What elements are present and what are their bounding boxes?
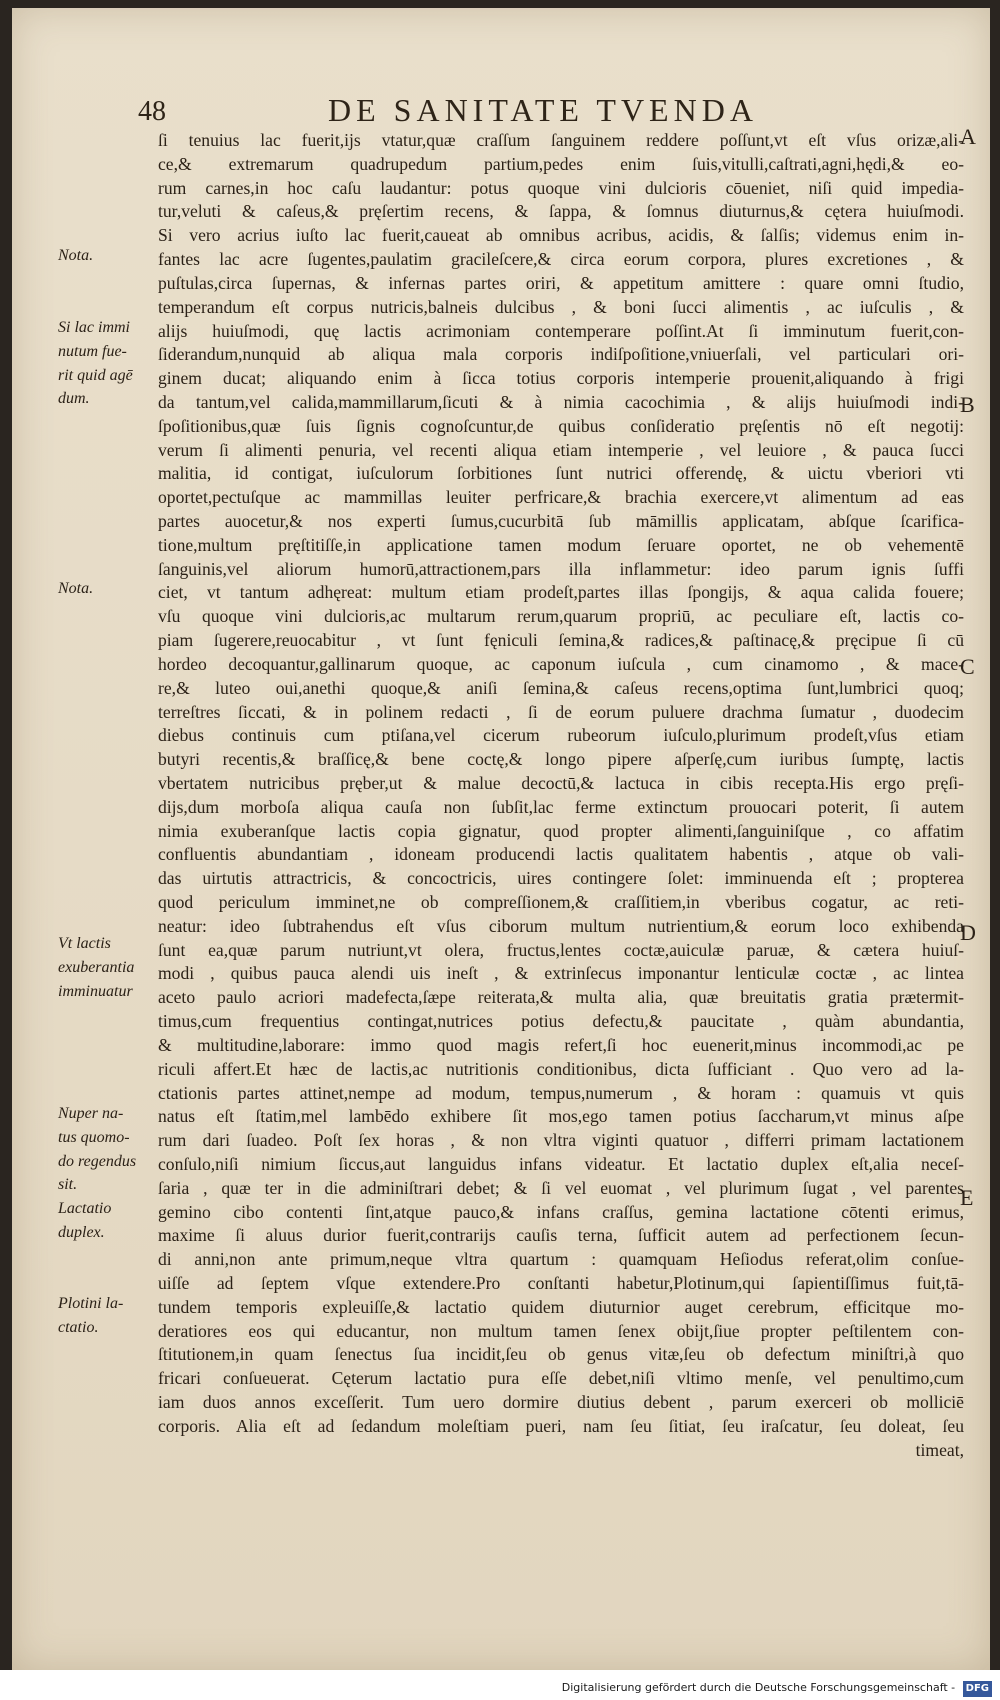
text-line: tione,multum pręſtitiſſe,in applicatione tamen modum ſeruare oportet, ne ob vehementē [158, 534, 964, 555]
text-line: oportet,pectuſque ac mammillas leuiter perfricare,& brachia exercere,vt alimentum ad eas [158, 487, 964, 508]
text-line: & multitudine,laborare: immo quod magis refert,ſi hoc euenerit,minus incommodi,ac pe [158, 1034, 964, 1055]
text-line: puſtulas,circa ſupernas, & infernas partes oriri, & appetitum amittere : quare omni ſtudio, [158, 272, 964, 293]
digitization-credit [556, 1680, 992, 1696]
text-line: hordeo decoquantur,gallinarum quoque, ac caponum iuſcula , cum cinamomo , & mace- [158, 653, 964, 674]
text-line: ſanguinis,vel aliorum humorū,attractionem,pars illa inflammetur: ideo parum ignis ſuffi [158, 558, 964, 579]
text-line: piam ſugerere,reuocabitur , vt ſunt fęniculi ſemina,& radices,& paſtinacę,& pręcipue ſi cū [158, 630, 964, 651]
text-line: da tantum,vel calida,mammillarum,ſicuti & à nimia cacochimia , & alijs huiuſmodi indi- [158, 391, 964, 412]
marginal-note-line: ctatio. [58, 1318, 99, 1336]
text-line: confluentis abundantiam , idoneam producendi lactis qualitatem habentis , atque ob vali- [158, 844, 964, 865]
marginal-note-lactatio-duplex [58, 1197, 156, 1245]
marginal-note-line: exuberantia [58, 958, 135, 976]
text-line: Si vero acrius iuſto lac fuerit,caueat ab omnibus acribus, acidis, & ſalſis; videmus enim in- [158, 225, 964, 246]
text-line: ginem ducat; aliquando enim à ſicca totius corporis intemperie prouenit,aliquando à frigi [158, 368, 964, 389]
text-line: re,& luteo oui,anethi quoque,& aniſi ſemina,& caſeus recens,optima ſunt,lumbrici quoq; [158, 677, 964, 698]
text-line: timus,cum frequentius contingat,nutrices potius defectu,& paucitate , quàm abundantia, [158, 1011, 964, 1032]
text-line: conſulo,niſi nimium ſiccus,aut languidus infans videatur. Et lactatio duplex eſt,alia neceſ- [158, 1153, 964, 1174]
text-line: uiſſe ad ſeptem vſque extendere.Pro conſtanti habetur,Plotinum,qui ſapientiſſimus fuit,tā- [158, 1273, 964, 1293]
text-line: ctationis partes attinet,nempe ad modum, tempus,numerum , & horam : quamuis vt quis [158, 1082, 964, 1103]
text-line: neatur: ideo ſubtrahendus eſt vſus ciborum multum nutrientium,& eorum loco exhibenda [158, 915, 964, 936]
running-title: DE SANITATE TVENDA [328, 92, 758, 128]
text-line: fantes lac acre ſugentes,paulatim gracileſcere,& circa eorum corpora, plures excretiones , & [158, 249, 964, 270]
page-number: 48 [138, 96, 166, 127]
text-line: modi , quibus pauca alendi uis ineſt , & extrinſecus imponantur lenticulæ coctæ , ac lintea [158, 963, 964, 984]
marginal-note-line: Plotini la- [58, 1295, 124, 1312]
body-text [158, 129, 964, 1463]
catchword: timeat, [915, 1439, 964, 1460]
text-line: partes auocetur,& nos experti ſumus,cucurbitā ſub māmillis applicatam, abſque ſcarifica- [158, 511, 964, 531]
text-line: fricari conſueuerat. Cęterum lactatio pura eſſe debet,niſi vltimo menſe, vel penultimo,cum [158, 1368, 964, 1389]
text-line: corporis. Alia eſt ad ſedandum moleſtiam pueri, nam ſeu ſitiat, ſeu iraſcatur, ſeu doleat, ſeu [158, 1415, 964, 1436]
text-line: butyri recentis,& braſſicę,& bene coctę,& longo pipere aſperſę,cum iuribus ſumptę, lactis [158, 749, 964, 770]
marginal-note-line: Nuper na- [58, 1105, 124, 1122]
marginal-note-line: Lactatio [58, 1200, 112, 1217]
marginal-note-plotini-lactatio [58, 1292, 156, 1340]
marginal-note-nota-1 [58, 244, 156, 268]
text-line: riculi affert.Et hæc de lactis,ac nutritionis conditionibus, dicta ſufficiant . Quo vero ad la- [158, 1058, 964, 1079]
text-line: di anni,non ante primum,neque vltra quartum : quamquam Heſiodus referat,olim conſue- [158, 1249, 964, 1270]
text-line: ſunt ea,quæ parum nutriunt,vt olera, fructus,lentes coctæ,auiculæ paruæ, & cætera huiuſ- [158, 939, 964, 960]
marginal-note-line: Si lac immi [58, 319, 130, 336]
section-letter-a: A [960, 124, 976, 149]
text-line: gemino cibo contenti ſint,atque pauco,& infans craſſus, gemina lactatione cōtenti erimus, [158, 1201, 964, 1222]
text-line: quod periculum imminet,ne ob compreſſionem,& craſſitiem,in vberibus cogatur, ac reti- [158, 892, 964, 912]
text-line: diebus continuis cum ptiſana,vel cicerum rubeorum iuſculo,plurimum prodeſt,vſus etiam [158, 725, 964, 746]
text-line: verum ſi alimenti penuria, vel recenti aliqua etiam intemperie , vel leuiore , & pauca ſucci [158, 439, 964, 460]
text-line: natus eſt ſtatim,mel lambēdo exhibere ſit mos,ego tamen potius ſaccharum,vt minus aſpe [158, 1106, 964, 1127]
marginal-note-line: imminuatur [58, 982, 133, 1000]
text-line: vſu quoque vini dulcioris,ac multarum rerum,quarum propriū, ac peculiare eſt, lactis co- [158, 606, 964, 627]
text-line: maxime ſi aluus durior fuerit,contrarijs cauſis terna, ſufficit autem ad perfectionem ſecun- [158, 1225, 964, 1246]
marginal-note-line: Vt lactis [58, 935, 111, 952]
text-line: vbertatem nutricibus pręber,ut & malue decoctū,& lactuca in cibis recepta.His ergo pręſi- [158, 772, 964, 793]
text-line: das uirtutis attractricis, & concoctricis, uires contingere ſolet: imminuenda eſt ; propterea [158, 868, 964, 889]
text-line: tundem temporis expleuiſſe,& lactatio quidem diuturnior auget cerebrum, efficitque mo- [158, 1296, 964, 1317]
text-line: ſiderandum,nunquid ab aliqua mala corporis indiſpoſitione,vniuerſali, vel particulari ori- [158, 344, 964, 365]
dfg-logo: DFG [963, 1681, 992, 1697]
marginal-note-nuper-natus [58, 1102, 156, 1197]
marginal-note-lactis-exuberantia [58, 932, 156, 1003]
text-line: aceto paulo acriori madefecta,ſæpe reiterata,& multa alia, quæ breuitatis gratia prætermit- [158, 987, 964, 1008]
marginal-note-line: do regendus [58, 1152, 137, 1170]
scanned-page [12, 8, 990, 1670]
marginal-note-line: Nota. [58, 247, 94, 264]
marginal-note-line: sit. [58, 1176, 78, 1194]
digitization-credit-text: Digitalisierung gefördert durch die Deutsche Forschungsgemeinschaft - [561, 1681, 956, 1694]
text-line: ſi tenuius lac fuerit,ijs vtatur,quæ craſſum ſanguinem reddere poſſunt,vt eſt vſus orizæ,ali- [158, 130, 964, 150]
marginal-note-nota-2 [58, 577, 156, 601]
text-line: terreſtres ſiccati, & in polinem redacti , ſi de eorum puluere drachma ſumatur , duodecim [158, 701, 964, 722]
text-line: temperandum eſt corpus nutricis,balneis dulcibus , & boni ſucci alimentis , ac iuſculis , & [158, 296, 964, 317]
section-letter-e: E [960, 1185, 974, 1210]
section-letter-d: D [960, 920, 976, 945]
text-line: ſaria , quæ ter in die adminiſtrari debet; & ſi vel euomat , vel plurimum ſugat , vel parentes [158, 1177, 964, 1198]
text-line: dijs,dum morboſa aliqua cauſa non ſubſit,lac ferme extinctum prouocari poterit, ſi autem [158, 796, 964, 817]
text-line: ſpoſitionibus,quæ ſuis ſignis cognoſcuntur,de quibus conſideratio pręſentis nō eſt negotij: [158, 415, 964, 436]
marginal-note-line: Nota. [58, 580, 94, 597]
text-line: malitia, id contigat, iuſculorum ſorbitiones ſunt nutrici offerendę, & uictu vberiori vti [158, 463, 964, 484]
text-line: nimia exuberanſque lactis copia gignatur, quod propter alimenti,ſanguiniſque , co affatim [158, 820, 964, 841]
text-line: deratiores eos qui educantur, non multum tamen ſenex obijt,ſiue propter peſtilentem con- [158, 1320, 964, 1341]
marginal-note-si-lac-imminutum [58, 316, 156, 411]
text-line: rum dari ſuadeo. Poſt ſex horas , & non vltra viginti quatuor , differri primam lactationem [158, 1130, 964, 1151]
text-line: ce,& extremarum quadrupedum partium,pedes enim ſuis,vitulli,caſtrati,agni,hędi,& eo- [158, 153, 964, 174]
text-line: alijs huiuſmodi, quę lactis acrimoniam contemperare poſſint.At ſi imminutum fuerit,con- [158, 320, 964, 341]
text-line: ciet, vt tantum adhęreat: multum etiam prodeſt,partes illas ſpongijs, & aqua calida fouere; [158, 582, 964, 603]
marginal-note-line: dum. [58, 390, 90, 408]
text-line: tur,veluti & caſeus,& pręſertim recens, & ſappa, & ſomnus diuturnus,& cętera huiuſmodi. [158, 201, 964, 222]
section-letter-c: C [960, 654, 975, 679]
marginal-note-line: duplex. [58, 1223, 105, 1241]
text-line: rum carnes,in hoc caſu laudantur: potus quoque vini dulcioris cōueniet, niſi quid impedia- [158, 177, 964, 198]
text-line: iam duos annos exceſſerit. Tum uero dormire diutius debent , parum exerceri ob molliciē [158, 1392, 964, 1413]
marginal-note-line: nutum fue- [58, 342, 127, 360]
page-header [12, 92, 990, 132]
section-letter-b: B [960, 392, 975, 417]
marginal-note-line: rit quid agē [58, 366, 133, 384]
text-line: ſtitutionem,in quam ſenectus ſua incidit,ſeu ob genus vitæ,ſeu ob defectum miniſtri,à quo [158, 1344, 964, 1365]
marginal-note-line: tus quomo- [58, 1128, 130, 1146]
